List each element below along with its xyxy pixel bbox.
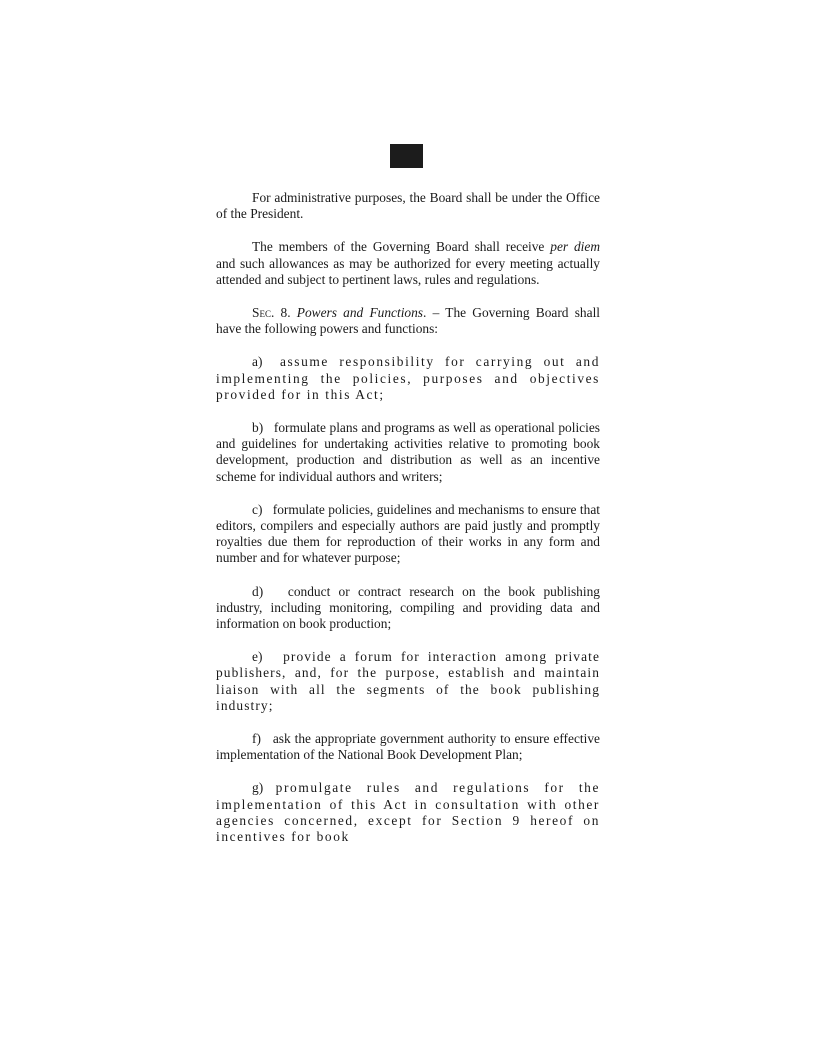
item-text: provide a forum for interaction among private publishers, and, for the purpose, establish and maintain liaison with all the segments of the book publishing industry; [216,649,601,713]
section-dash: . – [423,305,446,321]
section-label: Sec. 8. [252,305,291,321]
item-marker: g) [252,780,264,796]
section-intro: The Governing Board shall have the following powers and functions: [216,305,601,337]
item-marker: d) [252,583,264,599]
paragraph-text: and such allowances as may be authorized for every meeting actually attended and subject to pertinent laws, rules and regulations. [216,255,600,287]
section-heading [216,305,600,337]
paragraph-per-diem [216,239,600,288]
item-marker: f) [252,731,261,747]
list-item-c [216,502,600,567]
item-text: conduct or contract research on the book publishing industry, including monitoring, compiling and providing data and information on book production; [216,583,600,632]
page-number-block [390,144,423,168]
paragraph-administrative [216,190,600,222]
item-marker: b) [252,420,264,436]
paragraph-text: The members of the Governing Board shall receive [252,239,551,255]
paragraph-text: For administrative purposes, the Board shall be under the Office of the President. [216,190,600,222]
list-item-e [216,649,600,714]
item-marker: a) [252,354,263,370]
list-item-a [216,354,600,403]
item-text: formulate policies, guidelines and mechanisms to ensure that editors, compilers and especially authors are paid justly and promptly royalties due them for reproduction of their works in any form and number and for whatever purpose; [216,501,600,566]
item-text: ask the appropriate government authority to ensure effective implementation of the National Book Development Plan; [216,731,600,763]
per-diem-term: per diem [550,239,600,255]
section-title: Powers and Functions [296,305,424,321]
list-item-g [216,780,600,845]
list-item-f [216,731,600,763]
item-text: formulate plans and programs as well as operational policies and guidelines for undertaking activities relative to promoting book development, production and distribution as well as an incentive scheme for individual authors and writers; [216,420,600,484]
item-text: promulgate rules and regulations for the implementation of this Act in consultation with other agencies concerned, except for Section 9 hereof on incentives for book [216,780,600,845]
item-marker: e) [252,649,263,665]
list-item-b [216,420,600,485]
item-marker: c) [252,501,263,517]
document-body [216,190,600,862]
item-text: assume responsibility for carrying out and implementing the policies, purposes and objectives provided for in this Act; [216,354,600,402]
list-item-d [216,584,600,633]
